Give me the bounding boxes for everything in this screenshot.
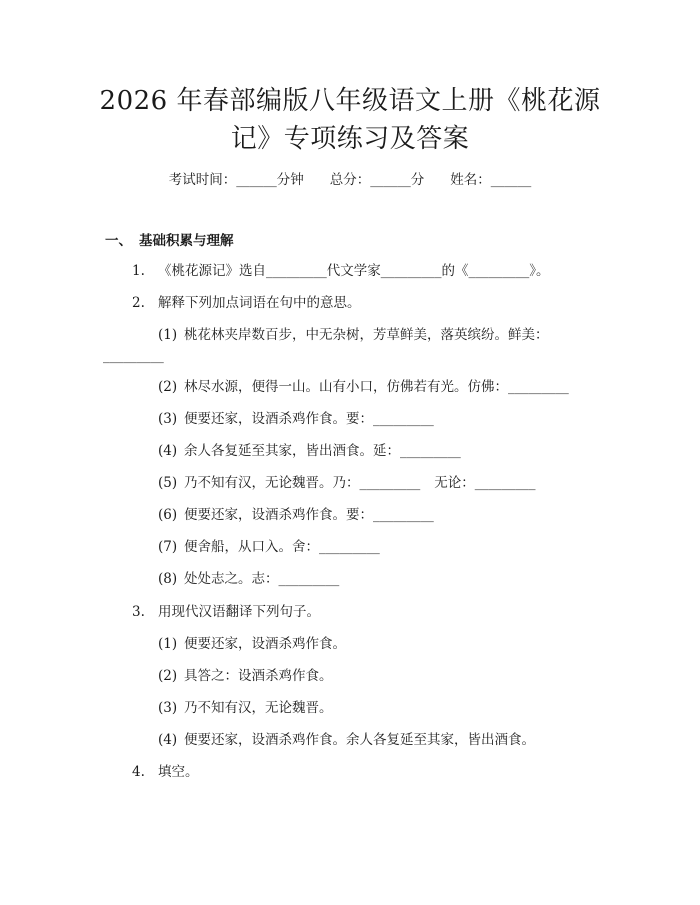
question-1: [132, 262, 550, 280]
sub-item-text: 乃不知有汉，无论魏晋。: [184, 700, 333, 716]
answer-blank: _________: [103, 348, 164, 364]
sub-item-text: 林尽水源，便得一山。山有小口，仿佛若有光。仿佛：_________: [184, 379, 569, 395]
sub-item-text: 乃不知有汉，无论魏晋。乃：_________: [184, 475, 421, 491]
question-number: 2.: [132, 295, 145, 311]
sub-item-number: (4): [158, 443, 178, 459]
question-text: 解释下列加点词语在句中的意思。: [158, 295, 361, 311]
sub-item-number: (6): [158, 507, 178, 523]
sub-item: [158, 699, 333, 717]
section-title: 基础积累与理解: [139, 233, 234, 249]
question-text: 填空。: [158, 764, 199, 780]
sub-item-text: 处处志之。志：_________: [184, 571, 340, 587]
sub-item-number: (7): [158, 539, 178, 555]
question-4: [132, 763, 199, 781]
exam-meta: [0, 168, 700, 188]
sub-item-number: (2): [158, 379, 178, 395]
sub-item-text: 便要还家，设酒杀鸡作食。余人各复延至其家，皆出酒食。: [184, 732, 535, 748]
sub-item-number: (3): [158, 411, 178, 427]
sub-item-text: 便要还家，设酒杀鸡作食。要：_________: [184, 507, 434, 523]
sub-item-number: (8): [158, 571, 178, 587]
sub-item-number: (3): [158, 700, 178, 716]
sub-item: [158, 474, 536, 492]
sub-item-number: (1): [158, 327, 178, 343]
question-2: [132, 294, 361, 312]
question-3: [132, 603, 320, 621]
sub-item-text: 余人各复延至其家，皆出酒食。延：_________: [184, 443, 461, 459]
question-number: 4.: [132, 764, 145, 780]
exam-name: 姓名：______: [450, 172, 532, 188]
sub-item: [158, 506, 434, 524]
sub-item: [158, 570, 339, 588]
sub-item-text: 便要还家，设酒杀鸡作食。要：_________: [184, 411, 434, 427]
sub-item-text: 具答之：设酒杀鸡作食。: [184, 668, 333, 684]
sub-item: [158, 442, 461, 460]
sub-item-number: (2): [158, 668, 178, 684]
section-heading: [105, 232, 234, 250]
question-number: 1.: [132, 263, 145, 279]
sub-item-extra: 无论：_________: [434, 475, 536, 491]
sub-item: [158, 326, 549, 344]
sub-item: [158, 635, 346, 653]
sub-item-text: 便要还家，设酒杀鸡作食。: [184, 636, 346, 652]
sub-item-number: (1): [158, 636, 178, 652]
sub-item: [158, 378, 569, 396]
question-text: 《桃花源记》选自_________代文学家_________的《_________》。: [158, 263, 550, 279]
sub-item: [158, 731, 535, 749]
sub-item: [158, 538, 380, 556]
exam-score: 总分：______分: [329, 172, 425, 188]
sub-item: [158, 410, 434, 428]
sub-item-number: (5): [158, 475, 178, 491]
exam-time: 考试时间：______分钟: [168, 172, 304, 188]
sub-item-number: (4): [158, 732, 178, 748]
section-number: 一、: [105, 233, 132, 249]
doc-title-line1: 2026 年春部编版八年级语文上册《桃花源: [99, 86, 601, 116]
question-text: 用现代汉语翻译下列句子。: [158, 604, 320, 620]
sub-item: [158, 667, 333, 685]
sub-item-text: 桃花林夹岸数百步，中无杂树，芳草鲜美，落英缤纷。鲜美：: [184, 327, 549, 343]
sub-item-text: 便舍船，从口入。舍：_________: [184, 539, 380, 555]
doc-title-line2: 记》专项练习及答案: [230, 124, 470, 154]
question-number: 3.: [132, 604, 145, 620]
